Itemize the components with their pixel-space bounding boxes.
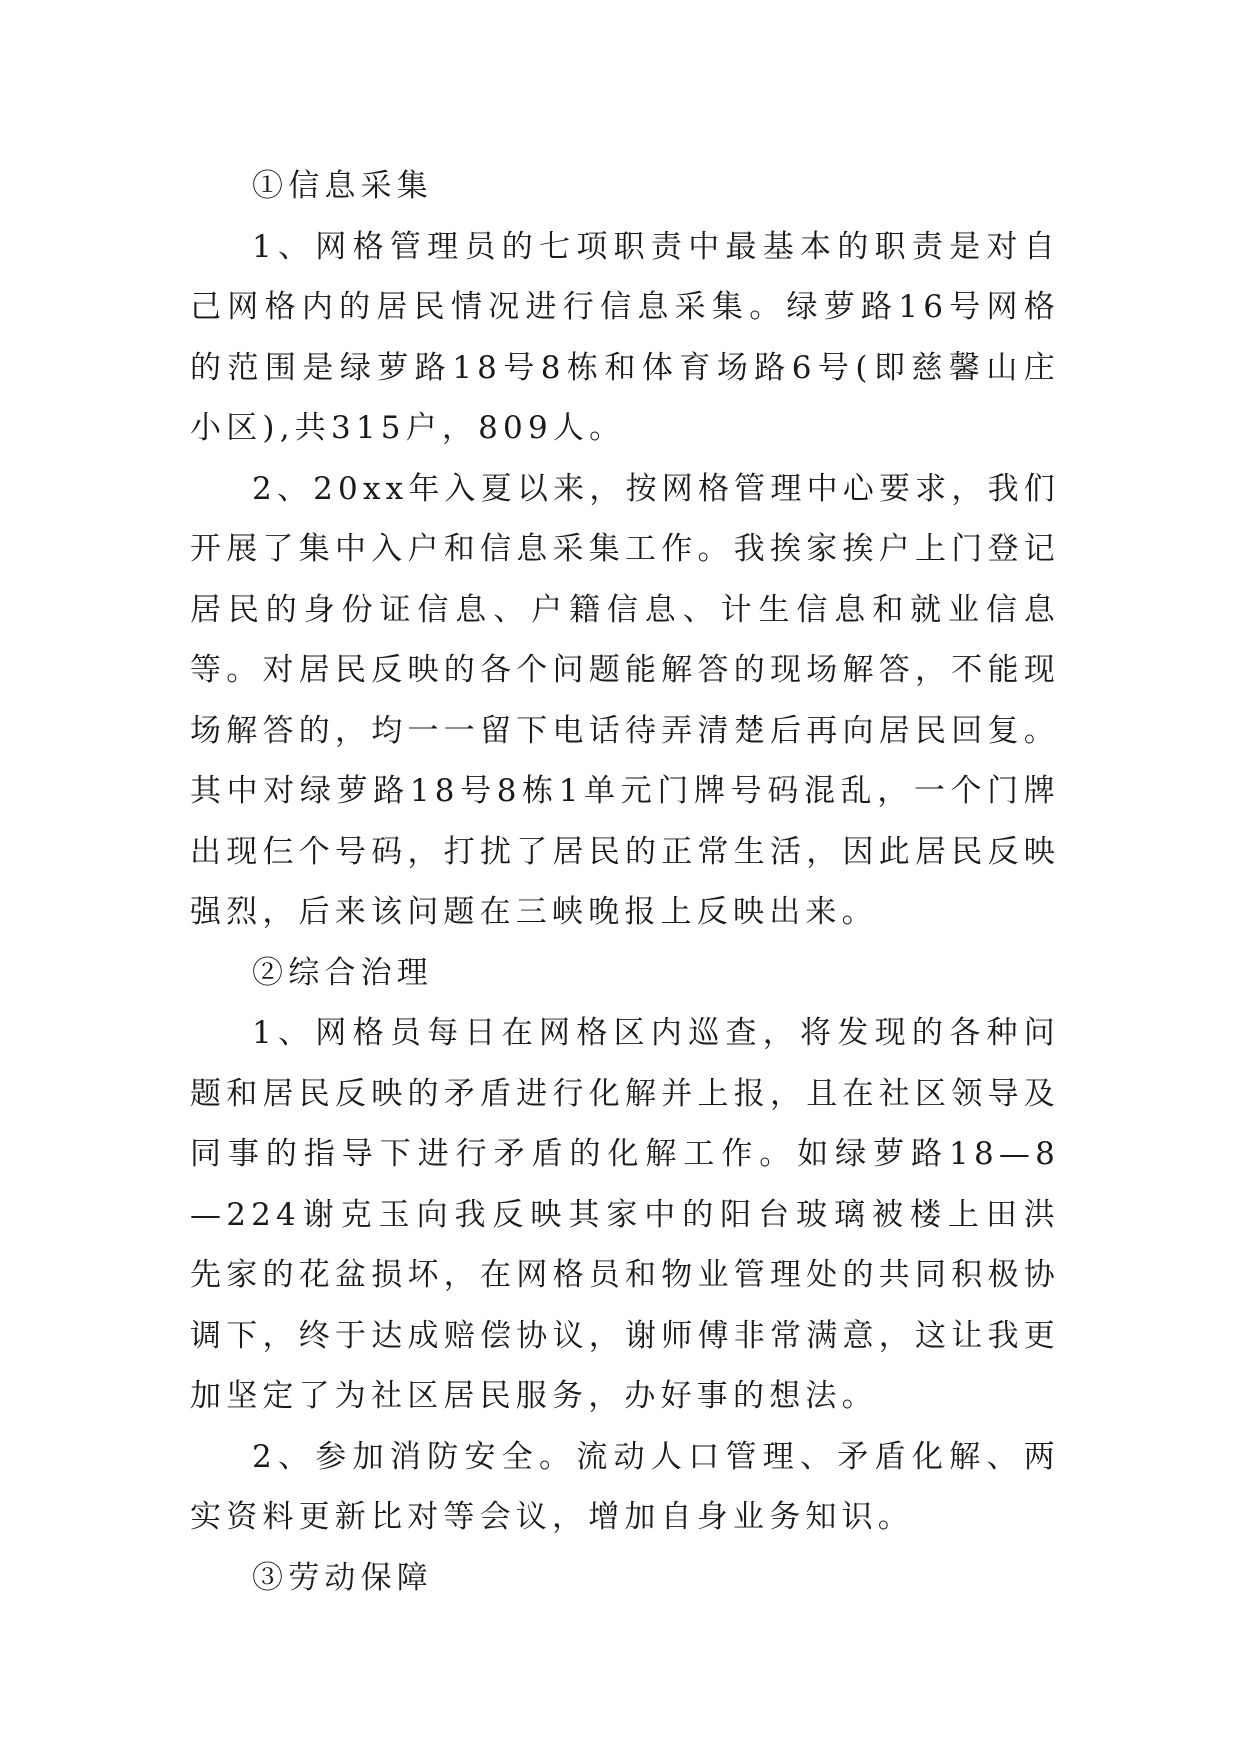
section-heading-info-collection: ①信息采集	[252, 168, 433, 204]
paragraph-governance-1: 1、网格员每日在网格区内巡查，将发现的各种问题和居民反映的矛盾进行化解并上报，且在社区领导及同事的指导下进行矛盾的化解工作。如绿萝路18—8—224谢克玉向我反映其家中的阳台玻璃被楼上田洪先家的花盆损坏，在网格员和物业管理处的共同积极协调下，终于达成赔偿协议，谢师傅非常满意，这让我更加坚定了为社区居民服务，办好事的想法。	[190, 1015, 1060, 1414]
document-body	[190, 156, 1060, 1608]
paragraph-governance-2: 2、参加消防安全。流动人口管理、矛盾化解、两实资料更新比对等会议，增加自身业务知识。	[190, 1438, 1060, 1535]
paragraph-info-collection-1: 1、网格管理员的七项职责中最基本的职责是对自己网格内的居民情况进行信息采集。绿萝路16号网格的范围是绿萝路18号8栋和体育场路6号(即慈馨山庄小区),共315户，809人。	[190, 228, 1060, 446]
section-heading-labor-security: ③劳动保障	[252, 1559, 433, 1596]
paragraph-info-collection-2: 2、20xx年入夏以来，按网格管理中心要求，我们开展了集中入户和信息采集工作。我挨家挨户上门登记居民的身份证信息、户籍信息、计生信息和就业信息等。对居民反映的各个问题能解答的现场解答，不能现场解答的，均一一留下电话待弄清楚后再向居民回复。其中对绿萝路18号8栋1单元门牌号码混乱，一个门牌出现仨个号码，打扰了居民的正常生活，因此居民反映强烈，后来该问题在三峡晚报上反映出来。	[190, 470, 1060, 930]
section-heading-comprehensive-governance: ②综合治理	[252, 954, 433, 991]
